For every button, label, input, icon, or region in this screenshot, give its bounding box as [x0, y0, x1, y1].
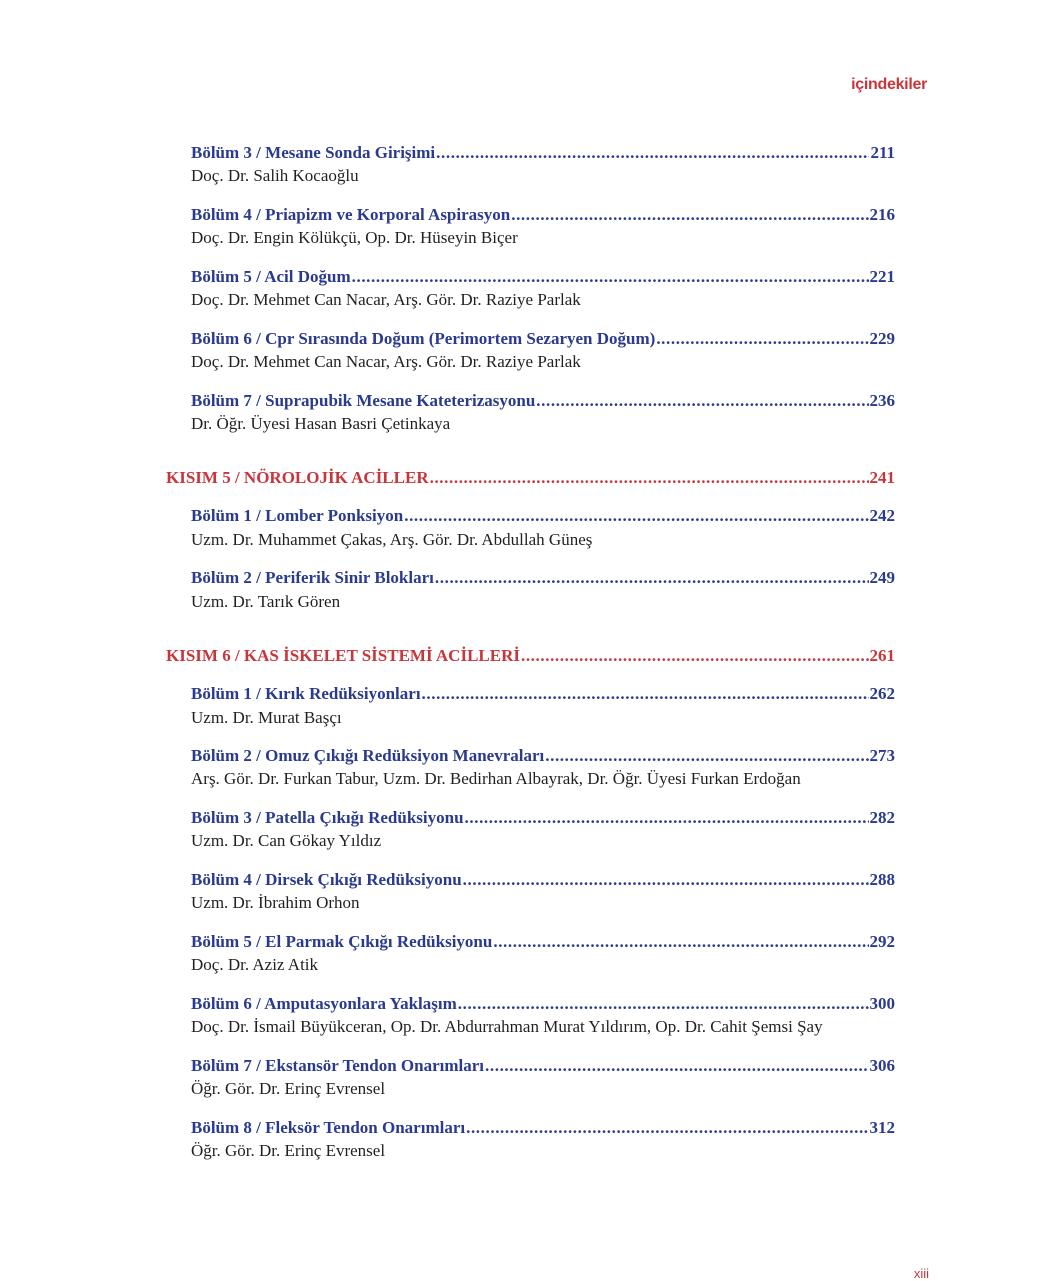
page-ref: 236: [869, 391, 895, 410]
chapter-author: Öğr. Gör. Dr. Erinç Evrensel: [191, 1079, 386, 1098]
page-ref: 300: [869, 994, 895, 1013]
page-ref: 306: [869, 1056, 895, 1075]
page-ref: 273: [869, 746, 895, 765]
page-ref: 262: [869, 684, 895, 703]
page-ref: 249: [869, 568, 895, 587]
toc-entry-title[interactable]: [191, 746, 895, 766]
part-title: KISIM 5 / NÖROLOJİK ACİLLER: [166, 468, 429, 487]
dot-leader: [521, 646, 869, 666]
page-ref: 242: [869, 506, 895, 525]
chapter-title: Bölüm 1 / Lomber Ponksiyon: [191, 506, 404, 525]
chapter-author: Uzm. Dr. Muhammet Çakas, Arş. Gör. Dr. Abdullah Güneş: [191, 530, 593, 549]
dot-leader: [422, 684, 869, 704]
page-ref: 288: [869, 870, 895, 889]
chapter-title: Bölüm 2 / Periferik Sinir Blokları: [191, 568, 434, 587]
chapter-author: Doç. Dr. Engin Kölükçü, Op. Dr. Hüseyin Biçer: [191, 228, 518, 247]
page-ref: 221: [869, 267, 895, 286]
page-number: xiii: [913, 1266, 929, 1281]
toc-entry-title[interactable]: [191, 506, 895, 526]
chapter-title: Bölüm 5 / Acil Doğum: [191, 267, 351, 286]
chapter-title: Bölüm 6 / Amputasyonlara Yaklaşım: [191, 994, 457, 1013]
section-title: içindekiler: [851, 76, 927, 93]
dot-leader: [458, 994, 869, 1014]
page-ref: 292: [869, 932, 895, 951]
chapter-author: Doç. Dr. İsmail Büyükceran, Op. Dr. Abdurrahman Murat Yıldırım, Op. Dr. Cahit Şemsi Şay: [191, 1017, 823, 1036]
dot-leader: [656, 329, 868, 349]
toc-part-heading[interactable]: [166, 468, 895, 488]
toc-entry-title[interactable]: [191, 808, 895, 828]
dot-leader: [466, 1118, 868, 1138]
dot-leader: [465, 808, 869, 828]
dot-leader: [463, 870, 869, 890]
dot-leader: [536, 391, 868, 411]
toc-entry-title[interactable]: [191, 870, 895, 890]
chapter-title: Bölüm 4 / Priapizm ve Korporal Aspirasyon: [191, 205, 511, 224]
chapter-author: Doç. Dr. Aziz Atik: [191, 955, 319, 974]
dot-leader: [436, 143, 869, 163]
chapter-author: Uzm. Dr. Can Gökay Yıldız: [191, 831, 382, 850]
chapter-author: Doç. Dr. Mehmet Can Nacar, Arş. Gör. Dr. Raziye Parlak: [191, 352, 581, 371]
chapter-author: Arş. Gör. Dr. Furkan Tabur, Uzm. Dr. Bedirhan Albayrak, Dr. Öğr. Üyesi Furkan Erdoğan: [191, 769, 801, 788]
chapter-title: Bölüm 7 / Ekstansör Tendon Onarımları: [191, 1056, 485, 1075]
toc-part-heading[interactable]: [166, 646, 895, 666]
dot-leader: [435, 568, 869, 588]
toc-entry-title[interactable]: [191, 329, 895, 349]
page-ref: 211: [870, 143, 895, 162]
toc-entry-title[interactable]: [191, 1056, 895, 1076]
toc-entry-title[interactable]: [191, 267, 895, 287]
part-title: KISIM 6 / KAS İSKELET SİSTEMİ ACİLLERİ: [166, 646, 520, 665]
dot-leader: [404, 506, 868, 526]
chapter-author: Uzm. Dr. Tarık Gören: [191, 592, 341, 611]
toc-entry-title[interactable]: [191, 1118, 895, 1138]
dot-leader: [352, 267, 869, 287]
page-ref: 216: [869, 205, 895, 224]
page-ref: 312: [869, 1118, 895, 1137]
page-ref: 241: [869, 468, 895, 487]
dot-leader: [485, 1056, 868, 1076]
chapter-title: Bölüm 8 / Fleksör Tendon Onarımları: [191, 1118, 466, 1137]
page-ref: 229: [869, 329, 895, 348]
toc-entry-title[interactable]: [191, 205, 895, 225]
chapter-title: Bölüm 6 / Cpr Sırasında Doğum (Perimortem Sezaryen Doğum): [191, 329, 656, 348]
page-ref: 282: [869, 808, 895, 827]
toc-entry-title[interactable]: [191, 568, 895, 588]
chapter-title: Bölüm 3 / Patella Çıkığı Redüksiyonu: [191, 808, 464, 827]
chapter-author: Dr. Öğr. Üyesi Hasan Basri Çetinkaya: [191, 414, 451, 433]
chapter-title: Bölüm 1 / Kırık Redüksiyonları: [191, 684, 421, 703]
chapter-author: Doç. Dr. Salih Kocaoğlu: [191, 166, 359, 185]
dot-leader: [545, 746, 868, 766]
chapter-author: Doç. Dr. Mehmet Can Nacar, Arş. Gör. Dr. Raziye Parlak: [191, 290, 581, 309]
chapter-title: Bölüm 5 / El Parmak Çıkığı Redüksiyonu: [191, 932, 493, 951]
chapter-author: Uzm. Dr. Murat Başçı: [191, 708, 342, 727]
page-ref: 261: [869, 646, 895, 665]
chapter-author: Uzm. Dr. İbrahim Orhon: [191, 893, 360, 912]
chapter-title: Bölüm 4 / Dirsek Çıkığı Redüksiyonu: [191, 870, 462, 889]
chapter-author: Öğr. Gör. Dr. Erinç Evrensel: [191, 1141, 386, 1160]
toc-entry-title[interactable]: [191, 391, 895, 411]
chapter-title: Bölüm 2 / Omuz Çıkığı Redüksiyon Manevraları: [191, 746, 545, 765]
toc-entry-title[interactable]: [191, 143, 895, 163]
toc-entry-title[interactable]: [191, 932, 895, 952]
toc-entry-title[interactable]: [191, 994, 895, 1014]
dot-leader: [493, 932, 868, 952]
chapter-title: Bölüm 3 / Mesane Sonda Girişimi: [191, 143, 436, 162]
chapter-title: Bölüm 7 / Suprapubik Mesane Kateterizasyonu: [191, 391, 536, 410]
dot-leader: [430, 468, 869, 488]
dot-leader: [511, 205, 868, 225]
toc-entry-title[interactable]: [191, 684, 895, 704]
